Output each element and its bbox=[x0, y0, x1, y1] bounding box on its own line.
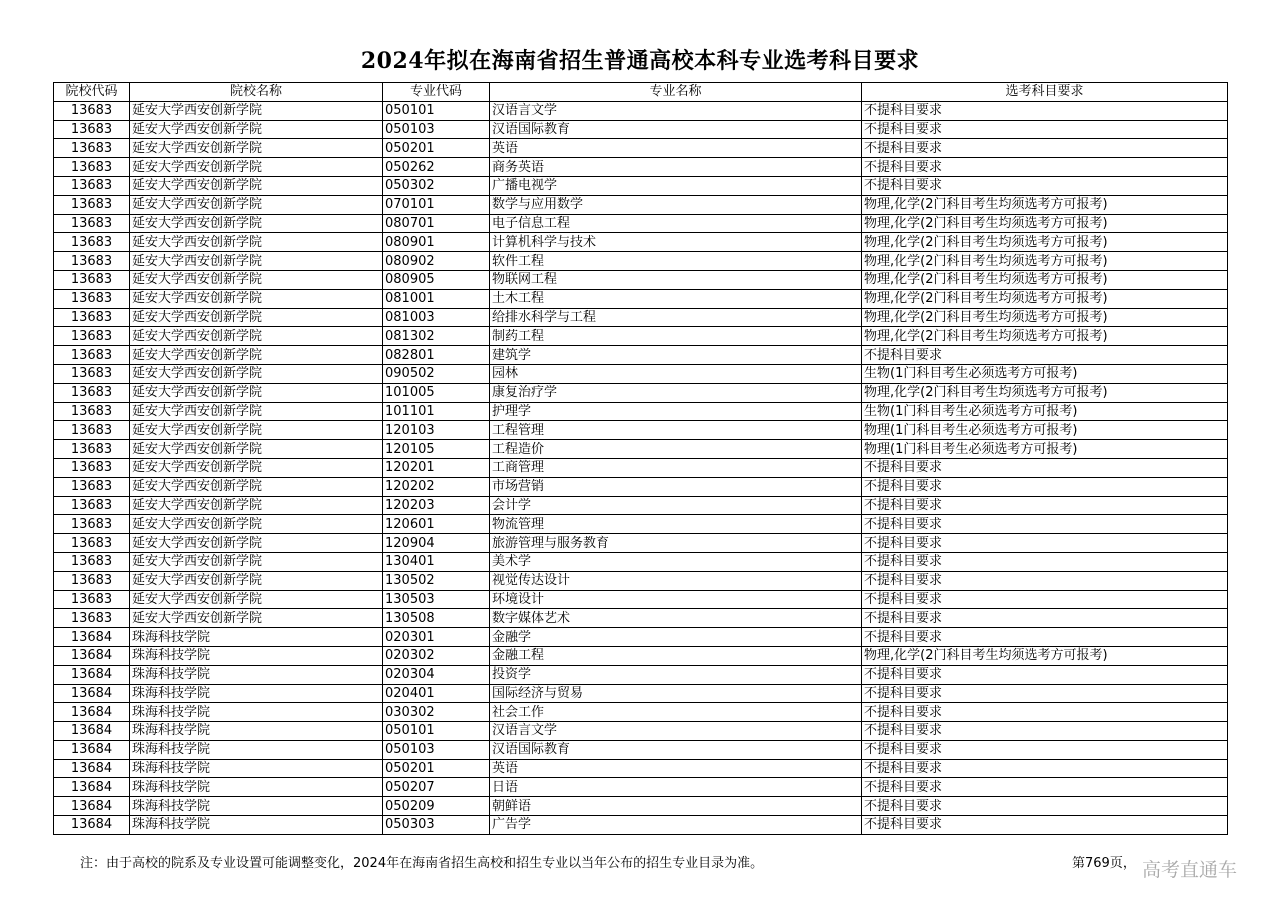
major-code-cell: 120105 bbox=[383, 440, 490, 459]
school-code-cell: 13684 bbox=[54, 646, 130, 665]
school-code-cell: 13684 bbox=[54, 759, 130, 778]
major-name-cell: 广告学 bbox=[490, 816, 862, 835]
table-row bbox=[54, 327, 1228, 346]
watermark-logo: 高考直通车 bbox=[1142, 859, 1238, 881]
school-name-cell: 延安大学西安创新学院 bbox=[130, 139, 383, 158]
school-code-cell: 13684 bbox=[54, 778, 130, 797]
major-name-cell: 国际经济与贸易 bbox=[490, 684, 862, 703]
school-name-cell: 延安大学西安创新学院 bbox=[130, 458, 383, 477]
table-row bbox=[54, 759, 1228, 778]
subject-requirement-cell: 不提科目要求 bbox=[862, 759, 1228, 778]
subject-requirement-cell: 物理,化学(2门科目考生均须选考方可报考) bbox=[862, 195, 1228, 214]
table-row bbox=[54, 458, 1228, 477]
page-number: 第769页， bbox=[1072, 856, 1136, 871]
col-header-school-name: 院校名称 bbox=[130, 83, 383, 102]
major-name-cell: 汉语国际教育 bbox=[490, 120, 862, 139]
major-code-cell: 120203 bbox=[383, 496, 490, 515]
table-row bbox=[54, 233, 1228, 252]
major-name-cell: 旅游管理与服务教育 bbox=[490, 534, 862, 553]
table-row bbox=[54, 139, 1228, 158]
subject-requirement-cell: 物理,化学(2门科目考生均须选考方可报考) bbox=[862, 233, 1228, 252]
major-code-cell: 090502 bbox=[383, 364, 490, 383]
school-code-cell: 13684 bbox=[54, 703, 130, 722]
major-name-cell: 会计学 bbox=[490, 496, 862, 515]
subject-requirement-cell: 不提科目要求 bbox=[862, 684, 1228, 703]
col-header-school-code: 院校代码 bbox=[54, 83, 130, 102]
major-name-cell: 环境设计 bbox=[490, 590, 862, 609]
school-name-cell: 延安大学西安创新学院 bbox=[130, 364, 383, 383]
subject-requirement-cell: 物理,化学(2门科目考生均须选考方可报考) bbox=[862, 383, 1228, 402]
major-name-cell: 软件工程 bbox=[490, 252, 862, 271]
major-name-cell: 电子信息工程 bbox=[490, 214, 862, 233]
table-row bbox=[54, 158, 1228, 177]
subject-requirement-cell: 不提科目要求 bbox=[862, 158, 1228, 177]
subject-requirement-cell: 不提科目要求 bbox=[862, 534, 1228, 553]
subject-requirement-cell: 不提科目要求 bbox=[862, 628, 1228, 647]
school-name-cell: 延安大学西安创新学院 bbox=[130, 402, 383, 421]
major-name-cell: 数学与应用数学 bbox=[490, 195, 862, 214]
school-code-cell: 13683 bbox=[54, 571, 130, 590]
school-name-cell: 延安大学西安创新学院 bbox=[130, 609, 383, 628]
major-code-cell: 130401 bbox=[383, 552, 490, 571]
major-name-cell: 工程管理 bbox=[490, 421, 862, 440]
major-name-cell: 汉语国际教育 bbox=[490, 740, 862, 759]
school-code-cell: 13683 bbox=[54, 383, 130, 402]
school-name-cell: 延安大学西安创新学院 bbox=[130, 120, 383, 139]
subject-requirement-cell: 不提科目要求 bbox=[862, 571, 1228, 590]
table-row bbox=[54, 383, 1228, 402]
school-code-cell: 13683 bbox=[54, 308, 130, 327]
major-name-cell: 计算机科学与技术 bbox=[490, 233, 862, 252]
school-name-cell: 延安大学西安创新学院 bbox=[130, 270, 383, 289]
table-row bbox=[54, 214, 1228, 233]
subject-requirement-cell: 不提科目要求 bbox=[862, 722, 1228, 741]
school-name-cell: 延安大学西安创新学院 bbox=[130, 308, 383, 327]
major-code-cell: 020301 bbox=[383, 628, 490, 647]
school-name-cell: 珠海科技学院 bbox=[130, 684, 383, 703]
major-name-cell: 美术学 bbox=[490, 552, 862, 571]
school-code-cell: 13683 bbox=[54, 609, 130, 628]
major-name-cell: 商务英语 bbox=[490, 158, 862, 177]
school-name-cell: 延安大学西安创新学院 bbox=[130, 440, 383, 459]
school-code-cell: 13683 bbox=[54, 120, 130, 139]
school-code-cell: 13683 bbox=[54, 534, 130, 553]
school-name-cell: 延安大学西安创新学院 bbox=[130, 158, 383, 177]
subject-requirement-cell: 物理,化学(2门科目考生均须选考方可报考) bbox=[862, 308, 1228, 327]
major-code-cell: 130508 bbox=[383, 609, 490, 628]
school-code-cell: 13683 bbox=[54, 402, 130, 421]
school-code-cell: 13683 bbox=[54, 252, 130, 271]
subject-requirement-cell: 不提科目要求 bbox=[862, 346, 1228, 365]
major-code-cell: 120201 bbox=[383, 458, 490, 477]
school-code-cell: 13683 bbox=[54, 346, 130, 365]
subject-requirement-cell: 不提科目要求 bbox=[862, 665, 1228, 684]
school-name-cell: 珠海科技学院 bbox=[130, 797, 383, 816]
major-name-cell: 土木工程 bbox=[490, 289, 862, 308]
school-name-cell: 延安大学西安创新学院 bbox=[130, 346, 383, 365]
school-name-cell: 延安大学西安创新学院 bbox=[130, 176, 383, 195]
table-row bbox=[54, 628, 1228, 647]
table-row bbox=[54, 590, 1228, 609]
school-code-cell: 13683 bbox=[54, 101, 130, 120]
school-name-cell: 延安大学西安创新学院 bbox=[130, 195, 383, 214]
major-code-cell: 050303 bbox=[383, 816, 490, 835]
major-code-cell: 101101 bbox=[383, 402, 490, 421]
major-code-cell: 050201 bbox=[383, 759, 490, 778]
requirements-table bbox=[53, 82, 1228, 835]
subject-requirement-cell: 不提科目要求 bbox=[862, 797, 1228, 816]
table-row bbox=[54, 684, 1228, 703]
table-body bbox=[54, 101, 1228, 834]
major-name-cell: 护理学 bbox=[490, 402, 862, 421]
school-name-cell: 珠海科技学院 bbox=[130, 759, 383, 778]
subject-requirement-cell: 物理,化学(2门科目考生均须选考方可报考) bbox=[862, 252, 1228, 271]
major-name-cell: 投资学 bbox=[490, 665, 862, 684]
subject-requirement-cell: 不提科目要求 bbox=[862, 477, 1228, 496]
subject-requirement-cell: 不提科目要求 bbox=[862, 176, 1228, 195]
school-code-cell: 13683 bbox=[54, 515, 130, 534]
school-code-cell: 13683 bbox=[54, 590, 130, 609]
major-code-cell: 081302 bbox=[383, 327, 490, 346]
school-code-cell: 13683 bbox=[54, 270, 130, 289]
school-name-cell: 延安大学西安创新学院 bbox=[130, 252, 383, 271]
major-name-cell: 视觉传达设计 bbox=[490, 571, 862, 590]
major-code-cell: 030302 bbox=[383, 703, 490, 722]
school-code-cell: 13684 bbox=[54, 665, 130, 684]
school-code-cell: 13683 bbox=[54, 327, 130, 346]
school-code-cell: 13683 bbox=[54, 158, 130, 177]
school-name-cell: 延安大学西安创新学院 bbox=[130, 477, 383, 496]
table-row bbox=[54, 120, 1228, 139]
table-row bbox=[54, 270, 1228, 289]
col-header-major-code: 专业代码 bbox=[383, 83, 490, 102]
major-name-cell: 制药工程 bbox=[490, 327, 862, 346]
table-row bbox=[54, 515, 1228, 534]
table-row bbox=[54, 308, 1228, 327]
table-row bbox=[54, 534, 1228, 553]
table-row bbox=[54, 101, 1228, 120]
subject-requirement-cell: 不提科目要求 bbox=[862, 101, 1228, 120]
table-row bbox=[54, 421, 1228, 440]
table-row bbox=[54, 665, 1228, 684]
major-name-cell: 园林 bbox=[490, 364, 862, 383]
major-code-cell: 080905 bbox=[383, 270, 490, 289]
subject-requirement-cell: 不提科目要求 bbox=[862, 139, 1228, 158]
table-row bbox=[54, 797, 1228, 816]
table-row bbox=[54, 176, 1228, 195]
school-code-cell: 13683 bbox=[54, 458, 130, 477]
school-code-cell: 13684 bbox=[54, 797, 130, 816]
school-code-cell: 13684 bbox=[54, 740, 130, 759]
major-name-cell: 朝鲜语 bbox=[490, 797, 862, 816]
major-code-cell: 050101 bbox=[383, 722, 490, 741]
major-code-cell: 050201 bbox=[383, 139, 490, 158]
subject-requirement-cell: 不提科目要求 bbox=[862, 816, 1228, 835]
major-code-cell: 130503 bbox=[383, 590, 490, 609]
school-name-cell: 延安大学西安创新学院 bbox=[130, 421, 383, 440]
school-name-cell: 延安大学西安创新学院 bbox=[130, 534, 383, 553]
school-code-cell: 13684 bbox=[54, 816, 130, 835]
table-row bbox=[54, 440, 1228, 459]
table-row bbox=[54, 646, 1228, 665]
school-code-cell: 13684 bbox=[54, 684, 130, 703]
major-code-cell: 050103 bbox=[383, 120, 490, 139]
school-name-cell: 珠海科技学院 bbox=[130, 703, 383, 722]
subject-requirement-cell: 不提科目要求 bbox=[862, 778, 1228, 797]
major-name-cell: 市场营销 bbox=[490, 477, 862, 496]
table-row bbox=[54, 402, 1228, 421]
school-code-cell: 13683 bbox=[54, 496, 130, 515]
page-title: 2024年拟在海南省招生普通高校本科专业选考科目要求 bbox=[360, 48, 920, 74]
major-code-cell: 120202 bbox=[383, 477, 490, 496]
major-code-cell: 120601 bbox=[383, 515, 490, 534]
table-row bbox=[54, 552, 1228, 571]
subject-requirement-cell: 不提科目要求 bbox=[862, 552, 1228, 571]
school-code-cell: 13683 bbox=[54, 289, 130, 308]
col-header-subject-requirement: 选考科目要求 bbox=[862, 83, 1228, 102]
major-code-cell: 070101 bbox=[383, 195, 490, 214]
table-row bbox=[54, 195, 1228, 214]
subject-requirement-cell: 物理,化学(2门科目考生均须选考方可报考) bbox=[862, 289, 1228, 308]
school-name-cell: 延安大学西安创新学院 bbox=[130, 496, 383, 515]
major-code-cell: 050207 bbox=[383, 778, 490, 797]
table-row bbox=[54, 252, 1228, 271]
school-code-cell: 13683 bbox=[54, 421, 130, 440]
table-row bbox=[54, 477, 1228, 496]
major-name-cell: 汉语言文学 bbox=[490, 722, 862, 741]
major-code-cell: 081001 bbox=[383, 289, 490, 308]
subject-requirement-cell: 物理,化学(2门科目考生均须选考方可报考) bbox=[862, 270, 1228, 289]
subject-requirement-cell: 生物(1门科目考生必须选考方可报考) bbox=[862, 364, 1228, 383]
major-code-cell: 120103 bbox=[383, 421, 490, 440]
subject-requirement-cell: 不提科目要求 bbox=[862, 609, 1228, 628]
school-code-cell: 13683 bbox=[54, 364, 130, 383]
subject-requirement-cell: 物理,化学(2门科目考生均须选考方可报考) bbox=[862, 327, 1228, 346]
major-code-cell: 120904 bbox=[383, 534, 490, 553]
table-row bbox=[54, 289, 1228, 308]
major-code-cell: 020401 bbox=[383, 684, 490, 703]
subject-requirement-cell: 物理(1门科目考生必须选考方可报考) bbox=[862, 440, 1228, 459]
subject-requirement-cell: 不提科目要求 bbox=[862, 458, 1228, 477]
major-code-cell: 050262 bbox=[383, 158, 490, 177]
col-header-major-name: 专业名称 bbox=[490, 83, 862, 102]
school-code-cell: 13683 bbox=[54, 139, 130, 158]
school-code-cell: 13683 bbox=[54, 552, 130, 571]
major-code-cell: 050103 bbox=[383, 740, 490, 759]
school-code-cell: 13683 bbox=[54, 477, 130, 496]
major-code-cell: 080701 bbox=[383, 214, 490, 233]
school-name-cell: 延安大学西安创新学院 bbox=[130, 383, 383, 402]
major-code-cell: 050209 bbox=[383, 797, 490, 816]
major-name-cell: 康复治疗学 bbox=[490, 383, 862, 402]
major-name-cell: 工程造价 bbox=[490, 440, 862, 459]
table-row bbox=[54, 703, 1228, 722]
subject-requirement-cell: 物理(1门科目考生必须选考方可报考) bbox=[862, 421, 1228, 440]
school-name-cell: 珠海科技学院 bbox=[130, 722, 383, 741]
major-name-cell: 日语 bbox=[490, 778, 862, 797]
school-code-cell: 13683 bbox=[54, 214, 130, 233]
school-name-cell: 延安大学西安创新学院 bbox=[130, 590, 383, 609]
table-row bbox=[54, 346, 1228, 365]
table-row bbox=[54, 496, 1228, 515]
major-code-cell: 050101 bbox=[383, 101, 490, 120]
major-name-cell: 英语 bbox=[490, 759, 862, 778]
subject-requirement-cell: 物理,化学(2门科目考生均须选考方可报考) bbox=[862, 646, 1228, 665]
major-code-cell: 082801 bbox=[383, 346, 490, 365]
school-name-cell: 延安大学西安创新学院 bbox=[130, 233, 383, 252]
subject-requirement-cell: 不提科目要求 bbox=[862, 590, 1228, 609]
table-row bbox=[54, 364, 1228, 383]
school-code-cell: 13683 bbox=[54, 176, 130, 195]
school-name-cell: 珠海科技学院 bbox=[130, 646, 383, 665]
school-code-cell: 13683 bbox=[54, 195, 130, 214]
major-name-cell: 数字媒体艺术 bbox=[490, 609, 862, 628]
major-code-cell: 101005 bbox=[383, 383, 490, 402]
school-name-cell: 延安大学西安创新学院 bbox=[130, 101, 383, 120]
major-code-cell: 020302 bbox=[383, 646, 490, 665]
major-code-cell: 080902 bbox=[383, 252, 490, 271]
subject-requirement-cell: 物理,化学(2门科目考生均须选考方可报考) bbox=[862, 214, 1228, 233]
major-code-cell: 130502 bbox=[383, 571, 490, 590]
major-name-cell: 物流管理 bbox=[490, 515, 862, 534]
school-name-cell: 延安大学西安创新学院 bbox=[130, 552, 383, 571]
subject-requirement-cell: 不提科目要求 bbox=[862, 496, 1228, 515]
major-name-cell: 社会工作 bbox=[490, 703, 862, 722]
school-name-cell: 延安大学西安创新学院 bbox=[130, 214, 383, 233]
major-name-cell: 广播电视学 bbox=[490, 176, 862, 195]
major-code-cell: 080901 bbox=[383, 233, 490, 252]
major-name-cell: 金融学 bbox=[490, 628, 862, 647]
table-row bbox=[54, 571, 1228, 590]
school-name-cell: 珠海科技学院 bbox=[130, 816, 383, 835]
school-name-cell: 珠海科技学院 bbox=[130, 740, 383, 759]
school-name-cell: 延安大学西安创新学院 bbox=[130, 289, 383, 308]
footer-note: 注：由于高校的院系及专业设置可能调整变化，2024年在海南省招生高校和招生专业以当年公布的招生专业目录为准。 bbox=[80, 856, 764, 871]
major-name-cell: 汉语言文学 bbox=[490, 101, 862, 120]
major-name-cell: 物联网工程 bbox=[490, 270, 862, 289]
major-name-cell: 金融工程 bbox=[490, 646, 862, 665]
subject-requirement-cell: 不提科目要求 bbox=[862, 703, 1228, 722]
major-name-cell: 给排水科学与工程 bbox=[490, 308, 862, 327]
school-name-cell: 珠海科技学院 bbox=[130, 665, 383, 684]
table-row bbox=[54, 778, 1228, 797]
school-name-cell: 珠海科技学院 bbox=[130, 628, 383, 647]
major-code-cell: 020304 bbox=[383, 665, 490, 684]
school-code-cell: 13684 bbox=[54, 722, 130, 741]
subject-requirement-cell: 生物(1门科目考生必须选考方可报考) bbox=[862, 402, 1228, 421]
school-code-cell: 13684 bbox=[54, 628, 130, 647]
major-code-cell: 050302 bbox=[383, 176, 490, 195]
table-row bbox=[54, 816, 1228, 835]
school-code-cell: 13683 bbox=[54, 233, 130, 252]
school-name-cell: 延安大学西安创新学院 bbox=[130, 515, 383, 534]
subject-requirement-cell: 不提科目要求 bbox=[862, 515, 1228, 534]
subject-requirement-cell: 不提科目要求 bbox=[862, 740, 1228, 759]
table-row bbox=[54, 609, 1228, 628]
table-header-row bbox=[54, 83, 1228, 102]
school-name-cell: 延安大学西安创新学院 bbox=[130, 327, 383, 346]
major-name-cell: 建筑学 bbox=[490, 346, 862, 365]
school-code-cell: 13683 bbox=[54, 440, 130, 459]
major-code-cell: 081003 bbox=[383, 308, 490, 327]
school-name-cell: 珠海科技学院 bbox=[130, 778, 383, 797]
major-name-cell: 工商管理 bbox=[490, 458, 862, 477]
subject-requirement-cell: 不提科目要求 bbox=[862, 120, 1228, 139]
major-name-cell: 英语 bbox=[490, 139, 862, 158]
school-name-cell: 延安大学西安创新学院 bbox=[130, 571, 383, 590]
table-row bbox=[54, 740, 1228, 759]
table-row bbox=[54, 722, 1228, 741]
